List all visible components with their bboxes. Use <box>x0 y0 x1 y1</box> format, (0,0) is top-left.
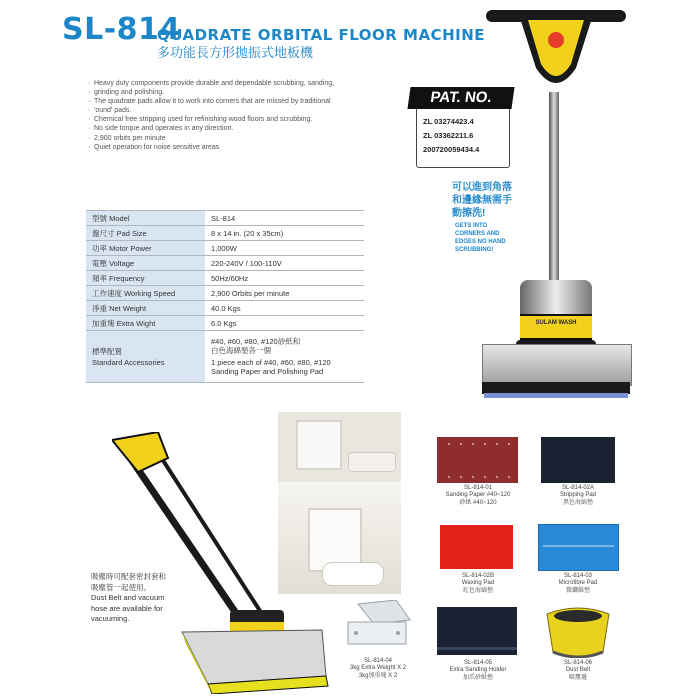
callout-line: GETS INTO <box>455 223 488 229</box>
base-plate <box>482 344 632 386</box>
product-caption <box>430 573 526 595</box>
patent-heading: PAT. NO. <box>407 87 514 109</box>
product-caption <box>430 660 526 682</box>
feature-item: · grinding and polishing. <box>88 88 388 97</box>
interior-room-photo <box>278 412 401 594</box>
table-row <box>86 271 364 286</box>
feature-item: · The quadrate pads allow it to work into corners that are missed by traditional <box>88 97 388 106</box>
accessories-line: #40, #60, #80, #120砂紙和 <box>211 337 301 346</box>
table-row-accessories <box>86 331 364 383</box>
product-name: Extra Sanding Holder <box>449 667 507 674</box>
spec-label: 淨重 Net Weight <box>86 301 205 316</box>
accessories-line: 1 piece each of #40, #60, #80, #120 <box>211 358 331 367</box>
spec-label: 電壓 Voltage <box>86 256 205 271</box>
product-caption <box>530 660 626 682</box>
patent-number-list <box>423 115 479 157</box>
spec-value: 6.0 Kgs <box>205 316 364 331</box>
spec-label: 功率 Motor Power <box>86 241 205 256</box>
corner-callout-en <box>455 222 519 254</box>
product-caption <box>430 485 526 507</box>
patent-box <box>416 90 510 168</box>
spec-value: SL-814 <box>205 211 364 226</box>
machine-badge: SULAM WASH <box>535 320 577 326</box>
product-name-zh: 微纖維墊 <box>565 587 590 594</box>
photo-window <box>296 420 342 470</box>
spec-value: 40.0 Kgs <box>205 301 364 316</box>
spec-value: 220-240V / 100-110V <box>205 256 364 271</box>
feature-list <box>88 79 388 152</box>
microfibre-stripe <box>543 545 614 547</box>
product-name: Sanding Paper #40~120 <box>445 492 511 499</box>
table-row <box>86 301 364 316</box>
accessories-line: Sanding Paper and Polishing Pad <box>211 367 324 376</box>
corner-callout-zh <box>452 181 522 220</box>
product-title-zh: 多功能長方形拋振式地板機 <box>157 46 314 61</box>
caption-line: vacuuming. <box>91 614 130 623</box>
spec-value: 8 x 14 in. (20 x 35cm) <box>205 226 364 241</box>
product-name-zh: 紅色海綿墊 <box>462 587 493 594</box>
spec-label: 加重塊 Extra Wight <box>86 316 205 331</box>
accessories-label-zh: 標準配置 <box>92 346 122 356</box>
product-name: Microfibre Pad <box>558 580 598 587</box>
patent-number: ZL 03274423.4 <box>423 117 474 126</box>
photo-sofa <box>348 452 396 472</box>
feature-item: · Chemical free stripping used for refinishing wood floors and scrubbing. <box>88 115 388 124</box>
callout-line: CORNERS AND <box>455 231 500 237</box>
callout-line: 可以進到角落 <box>452 182 512 193</box>
table-row <box>86 256 364 271</box>
product-name: Stripping Pad <box>559 492 597 499</box>
waxing-pad-swatch <box>440 525 513 569</box>
accessories-label-en: Standard Accessories <box>92 357 165 367</box>
product-code: SL-814-06 <box>563 660 593 666</box>
spec-label: 型號 Model <box>86 211 205 226</box>
product-name-zh: 黑色海綿墊 <box>562 499 593 506</box>
table-row <box>86 316 364 331</box>
spec-table <box>86 210 364 383</box>
table-row <box>86 226 364 241</box>
product-name-zh: 吸塵邊 <box>568 674 587 681</box>
handle-yoke <box>514 18 598 98</box>
product-name: Waxing Pad <box>461 580 495 587</box>
spec-label: 盤尺寸 Pad Size <box>86 226 205 241</box>
model-number: SL-814 <box>62 12 181 47</box>
spec-value: 2,900 Orbits per minute <box>205 286 364 301</box>
callout-line: EDGES NO HAND <box>455 239 506 245</box>
dust-belt-image <box>541 606 615 658</box>
product-code: SL-814-02A <box>561 485 595 491</box>
spec-label-accessories <box>86 331 205 383</box>
product-name: Dust Belt <box>565 667 591 674</box>
dust-belt-caption <box>91 572 187 625</box>
spec-value: 50Hz/60Hz <box>205 271 364 286</box>
caption-line: 吸塵時可配套密封套和 <box>91 572 166 581</box>
caption-line: Dust Belt and vacuum <box>91 593 165 602</box>
table-row <box>86 286 364 301</box>
feature-item: · No side torque and operates in any direction. <box>88 124 388 133</box>
caption-line: hose are available for <box>91 603 163 613</box>
patent-number: ZL 03362211.6 <box>423 131 474 140</box>
spec-value: 1,000W <box>205 241 364 256</box>
product-name-zh: 加爪砂紙墊 <box>462 674 493 681</box>
photo-bathtub <box>322 562 384 586</box>
stripping-pad-swatch <box>541 437 615 483</box>
feature-item: · 'ound' pads. <box>88 106 388 115</box>
product-title-en: QUADRATE ORBITAL FLOOR MACHINE <box>157 26 486 44</box>
product-name-zh: 3kg加重塊 X 2 <box>358 672 398 679</box>
table-row <box>86 211 364 226</box>
callout-line: 動擦洗! <box>452 208 486 219</box>
sanding-paper-swatch <box>437 437 518 483</box>
spec-label: 工作速度 Working Speed <box>86 286 205 301</box>
spec-value-accessories <box>205 331 364 383</box>
feature-item: · Heavy duty components provide durable and dependable scrubbing, sanding, <box>88 79 388 88</box>
product-caption <box>330 658 426 680</box>
extra-weight-image <box>344 600 414 650</box>
callout-line: 和邊緣無需手 <box>452 195 512 206</box>
accessories-line: 白色海綿墊各一個 <box>211 346 271 355</box>
product-name-zh: 砂紙 #40~120 <box>459 499 497 506</box>
spec-label: 頻率 Frequency <box>86 271 205 286</box>
base-pad-edge <box>484 393 628 398</box>
caption-line: 吸塵管一起使用。 <box>91 582 151 592</box>
handle-shaft <box>549 92 559 284</box>
microfibre-pad-swatch <box>538 524 619 571</box>
motor-band <box>520 314 592 340</box>
product-caption <box>530 485 626 507</box>
product-caption <box>530 573 626 595</box>
sanding-holder-swatch <box>437 607 517 655</box>
feature-item: · Quiet operation for noise sensitive areas <box>88 143 388 152</box>
product-name: 3kg Extra Weight X 2 <box>349 665 407 672</box>
sanding-paper-holes <box>437 437 518 483</box>
table-row <box>86 241 364 256</box>
product-code: SL-814-05 <box>463 660 493 666</box>
holder-edge <box>437 647 517 650</box>
feature-item: · 2,900 orbits per minute <box>88 134 388 143</box>
product-code: SL-814-02B <box>461 573 495 579</box>
product-code: SL-814-04 <box>363 658 393 664</box>
callout-line: SCRUBBING! <box>455 247 494 253</box>
patent-number: 200720059434.4 <box>423 145 480 154</box>
product-code: SL-814-01 <box>463 485 493 491</box>
product-code: SL-814-03 <box>563 573 593 579</box>
